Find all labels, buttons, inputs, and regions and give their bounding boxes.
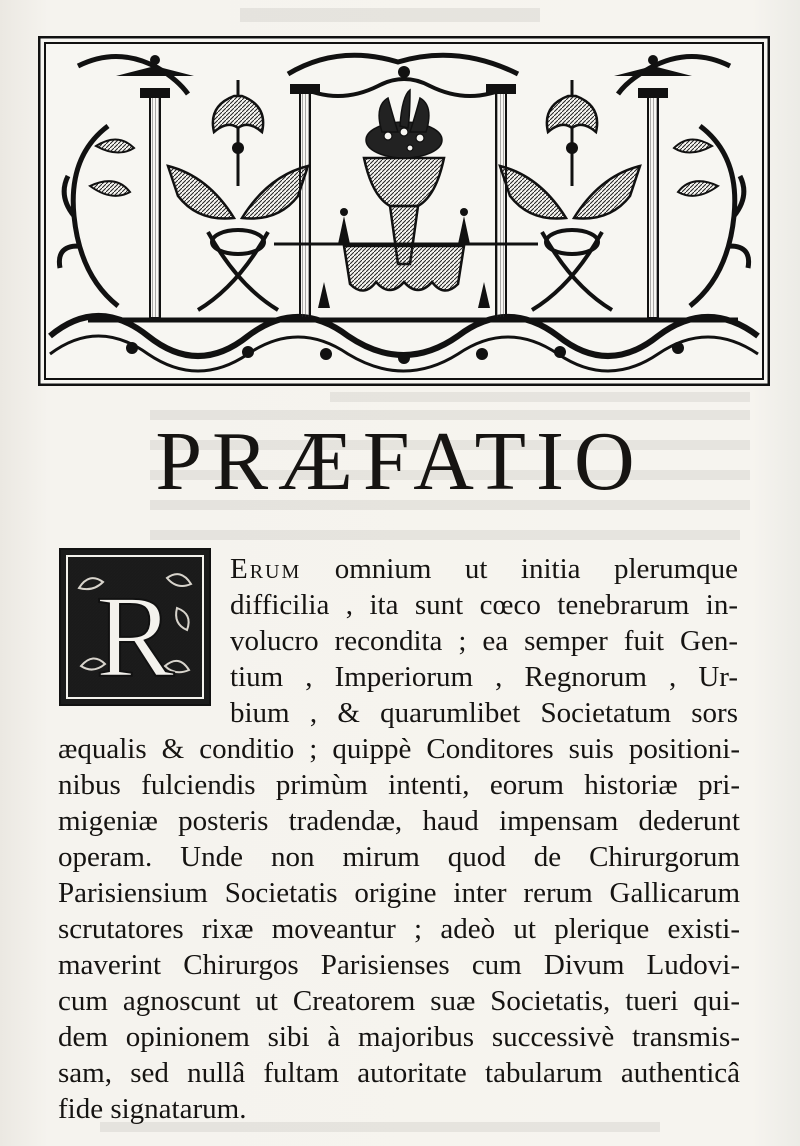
dropcap-letter: R <box>95 571 175 702</box>
decorated-initial <box>59 548 211 706</box>
text-line-12: maverint Chirurgos Parisienses cum Divum Ludovi- <box>58 949 740 981</box>
text-line-6: æqualis & conditio ; quippè Conditores suis positioni- <box>58 733 740 765</box>
lead-word: Erum <box>230 553 302 585</box>
page-title: PRÆFATIO <box>155 415 645 508</box>
text-line-16: fide signatarum. <box>58 1093 247 1125</box>
text-line-5: bium , & quarumlibet Societatum sors <box>230 697 738 729</box>
text-line-8: migeniæ posteris tradendæ, haud impensam dederunt <box>58 805 740 837</box>
text-line-13: cum agnoscunt ut Creatorem suæ Societatis, tueri qui- <box>58 985 740 1017</box>
text-line-1 <box>230 552 738 586</box>
text-line-2: difficilia , ita sunt cœco tenebrarum in- <box>230 589 738 621</box>
text-line-7: nibus fulciendis primùm intenti, eorum historiæ pri- <box>58 769 740 801</box>
text-line-15: sam, sed nullâ fultam autoritate tabularum authenticâ <box>58 1057 740 1089</box>
text-line-11: scrutatores rixæ moveantur ; adeò ut plerique existi- <box>58 913 740 945</box>
text-line-14: dem opinionem sibi à majoribus successivè transmis- <box>58 1021 740 1053</box>
text-line-3: volucro recondita ; ea semper fuit Gen- <box>230 625 738 657</box>
line-text: omnium ut initia plerumque <box>301 553 738 585</box>
text-line-10: Parisiensium Societatis origine inter rerum Gallicarum <box>58 877 740 909</box>
text-line-9: operam. Unde non mirum quod de Chirurgorum <box>58 841 740 873</box>
text-line-4: tium , Imperiorum , Regnorum , Ur- <box>230 661 738 693</box>
ornamental-headpiece <box>38 36 770 386</box>
